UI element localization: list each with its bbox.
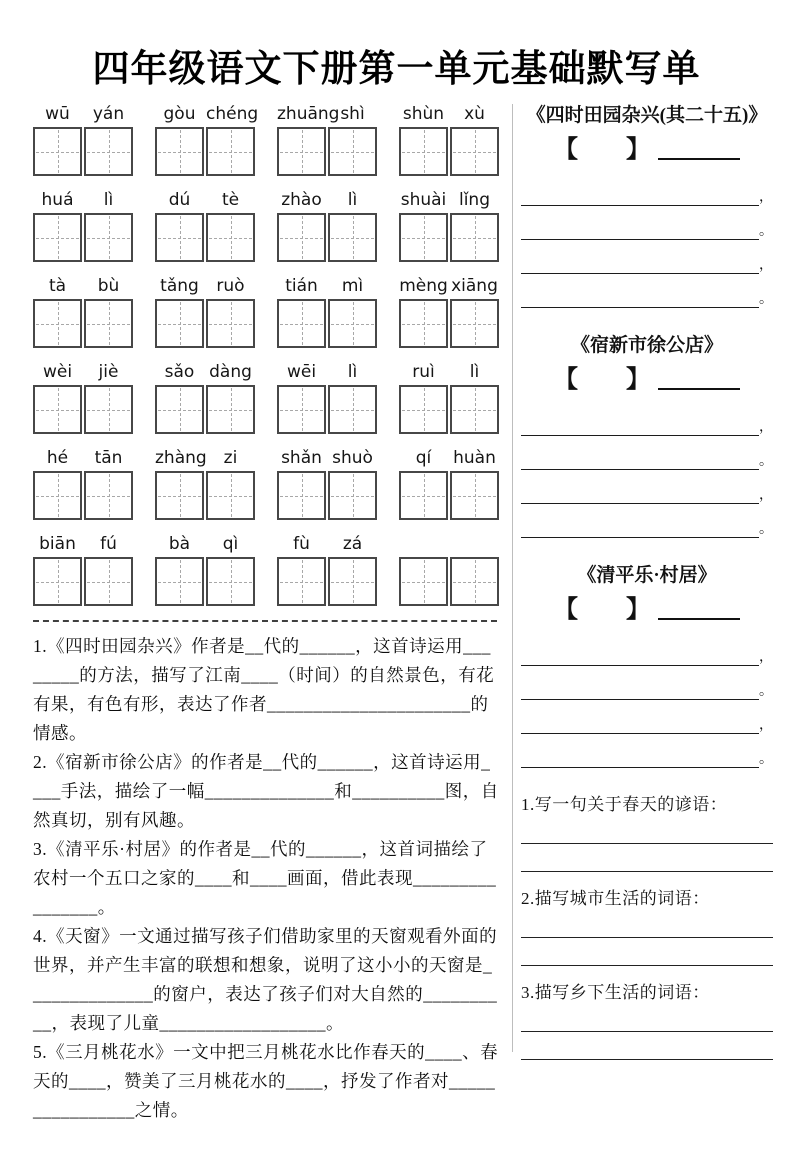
poem-dictation-sections [521, 104, 773, 768]
pinyin-cell [206, 276, 255, 348]
pinyin-cell [277, 448, 326, 520]
tianzige-writing-box [33, 299, 82, 348]
pinyin-cell [328, 362, 377, 434]
author-bracket-row [521, 134, 773, 164]
pinyin-label: tián [285, 276, 318, 296]
pinyin-label: chéng [206, 104, 259, 124]
poem-blank-line [521, 206, 773, 240]
pinyin-row [33, 362, 499, 434]
answer-line [521, 239, 759, 240]
pinyin-label: qí [415, 448, 432, 468]
pinyin-label: tǎng [160, 276, 199, 296]
poem-blank-line [521, 470, 773, 504]
tianzige-writing-box [328, 385, 377, 434]
tianzige-writing-box [277, 471, 326, 520]
poem-blank-line [521, 436, 773, 470]
word-group [33, 190, 133, 262]
answer-line [521, 503, 759, 504]
answer-line [521, 910, 773, 938]
pinyin-cell [33, 534, 82, 606]
answer-line [521, 733, 759, 734]
word-group [277, 104, 377, 176]
line-punctuation: ， [759, 488, 773, 503]
poem-blank-line [521, 172, 773, 206]
answer-line [521, 665, 759, 666]
tianzige-writing-box [206, 471, 255, 520]
pinyin-cell [399, 276, 448, 348]
answer-line [521, 767, 759, 768]
poem-blank-line [521, 700, 773, 734]
pinyin-cell [84, 534, 133, 606]
pinyin-cell [84, 362, 133, 434]
pinyin-label: lì [347, 362, 358, 382]
word-group [277, 534, 377, 606]
word-group [399, 534, 499, 606]
answer-line [521, 1004, 773, 1032]
line-punctuation: 。 [759, 292, 773, 307]
pinyin-label: fú [100, 534, 117, 554]
right-column [513, 104, 773, 1125]
pinyin-label: mì [341, 276, 364, 296]
word-group [277, 362, 377, 434]
poem-section [521, 104, 773, 308]
pinyin-label: shùn [402, 104, 445, 124]
word-group [33, 534, 133, 606]
tianzige-writing-box [155, 299, 204, 348]
pinyin-label: huá [41, 190, 74, 210]
word-group [399, 104, 499, 176]
pinyin-cell [277, 534, 326, 606]
pinyin-label: bù [97, 276, 120, 296]
pinyin-cell [328, 448, 377, 520]
pinyin-label: shì [340, 104, 365, 124]
word-group [155, 190, 255, 262]
pinyin-label: qì [222, 534, 239, 554]
poem-blank-line [521, 402, 773, 436]
content-columns [0, 104, 793, 1125]
author-bracket-row [521, 364, 773, 394]
pinyin-label: wū [45, 104, 70, 124]
pinyin-label: xù [464, 104, 485, 124]
word-group [155, 104, 259, 176]
pinyin-cell [277, 276, 326, 348]
tianzige-writing-box [84, 557, 133, 606]
tianzige-writing-box [33, 471, 82, 520]
pinyin-cell [399, 104, 448, 176]
tianzige-writing-box [399, 299, 448, 348]
pinyin-cell [450, 104, 499, 176]
pinyin-label: mèng [399, 276, 448, 296]
pinyin-cell [33, 448, 82, 520]
vocab-question [521, 982, 773, 1060]
tianzige-writing-box [84, 213, 133, 262]
dynasty-brackets: 【 】 [554, 137, 650, 163]
pinyin-label: bà [168, 534, 191, 554]
word-group [277, 276, 377, 348]
answer-line [521, 435, 759, 436]
tianzige-writing-box [450, 471, 499, 520]
answer-line [521, 273, 759, 274]
tianzige-writing-box [84, 127, 133, 176]
pinyin-label: sǎo [164, 362, 195, 382]
pinyin-label: zi [223, 448, 238, 468]
line-punctuation: ， [759, 190, 773, 205]
answer-line [521, 699, 759, 700]
tianzige-writing-box [399, 213, 448, 262]
poem-title: 《清平乐·村居》 [577, 565, 717, 586]
line-punctuation: 。 [759, 752, 773, 767]
pinyin-cell [33, 190, 82, 262]
pinyin-label: zá [342, 534, 363, 554]
tianzige-writing-box [206, 299, 255, 348]
answer-line [521, 816, 773, 844]
answer-line [521, 537, 759, 538]
tianzige-writing-box [155, 127, 204, 176]
line-punctuation: 。 [759, 224, 773, 239]
pinyin-cell [84, 448, 133, 520]
tianzige-writing-box [206, 213, 255, 262]
pinyin-row [33, 276, 499, 348]
pinyin-label [399, 534, 448, 557]
tianzige-writing-box [33, 127, 82, 176]
pinyin-label: wèi [42, 362, 73, 382]
poem-blank-line [521, 504, 773, 538]
comprehension-questions [33, 632, 499, 1125]
pinyin-cell [328, 276, 377, 348]
worksheet-page [0, 46, 793, 1168]
tianzige-writing-box [450, 127, 499, 176]
pinyin-label: zhuāng [277, 104, 340, 124]
pinyin-cell [33, 104, 82, 176]
tianzige-writing-box [84, 385, 133, 434]
question-label: 1.写一句关于春天的谚语： [521, 795, 728, 814]
pinyin-label: gòu [163, 104, 196, 124]
pinyin-cell [206, 104, 259, 176]
tianzige-writing-box [328, 299, 377, 348]
pinyin-cell [155, 534, 204, 606]
pinyin-cell [277, 190, 326, 262]
line-punctuation: ， [759, 718, 773, 733]
dashed-divider [33, 620, 497, 622]
pinyin-label: shuò [332, 448, 373, 468]
poem-section [521, 334, 773, 538]
pinyin-label: lì [103, 190, 114, 210]
pinyin-cell [399, 448, 448, 520]
tianzige-writing-box [399, 557, 448, 606]
word-group [155, 276, 255, 348]
pinyin-label: huàn [453, 448, 496, 468]
tianzige-writing-box [277, 213, 326, 262]
pinyin-label [450, 534, 499, 557]
word-group [155, 362, 255, 434]
answer-line [521, 469, 759, 470]
question-label: 3.描写乡下生活的词语： [521, 983, 710, 1002]
line-punctuation: ， [759, 420, 773, 435]
tianzige-writing-box [206, 385, 255, 434]
pinyin-label: xiāng [451, 276, 498, 296]
pinyin-cell [328, 104, 377, 176]
pinyin-cell [399, 534, 448, 606]
pinyin-label: ruì [412, 362, 435, 382]
tianzige-writing-box [277, 299, 326, 348]
tianzige-writing-box [328, 471, 377, 520]
pinyin-cell [155, 362, 204, 434]
pinyin-label: yán [92, 104, 125, 124]
pinyin-cell [206, 534, 255, 606]
poem-blank-line [521, 666, 773, 700]
poem-title: 《宿新市徐公店》 [570, 335, 723, 356]
word-group [399, 448, 499, 520]
tianzige-writing-box [84, 299, 133, 348]
comprehension-question: 2.《宿新市徐公店》的作者是__代的______，这首诗运用____手法，描绘了一幅______________和__________图，自然真切，别有风趣。 [33, 752, 499, 830]
comprehension-question: 1.《四时田园杂兴》作者是__代的______，这首诗运用________的方法，描写了江南____（时间）的自然景色，有花有果，有色有形，表达了作者______________________的情感。 [33, 636, 495, 743]
tianzige-writing-box [155, 557, 204, 606]
pinyin-label: tà [48, 276, 67, 296]
vocab-question [521, 794, 773, 872]
tianzige-writing-box [206, 557, 255, 606]
tianzige-writing-box [155, 385, 204, 434]
pinyin-label: ruò [216, 276, 245, 296]
vocab-question [521, 888, 773, 966]
tianzige-writing-box [450, 213, 499, 262]
pinyin-cell [155, 276, 204, 348]
tianzige-writing-box [33, 557, 82, 606]
tianzige-writing-box [328, 213, 377, 262]
tianzige-writing-box [450, 385, 499, 434]
pinyin-label: wēi [286, 362, 317, 382]
tianzige-writing-box [277, 127, 326, 176]
tianzige-writing-box [399, 471, 448, 520]
comprehension-question: 4.《天窗》一文通过描写孩子们借助家里的天窗观看外面的世界，并产生丰富的联想和想象，说明了这小小的天窗是______________的窗户，表达了孩子们对大自然的__________，表现了儿童__________________。 [33, 926, 498, 1033]
pinyin-label: lì [469, 362, 480, 382]
question-label: 2.描写城市生活的词语： [521, 889, 710, 908]
line-punctuation: 。 [759, 684, 773, 699]
tianzige-writing-box [155, 213, 204, 262]
answer-line [521, 1032, 773, 1060]
author-blank-line [658, 618, 740, 620]
word-group [33, 104, 133, 176]
tianzige-writing-box [84, 471, 133, 520]
answer-line [521, 307, 759, 308]
tianzige-writing-box [155, 471, 204, 520]
vocabulary-questions [521, 794, 773, 1060]
pinyin-cell [206, 448, 255, 520]
pinyin-label: lì [347, 190, 358, 210]
word-group [277, 190, 377, 262]
pinyin-label: hé [46, 448, 69, 468]
author-bracket-row [521, 594, 773, 624]
pinyin-label: jiè [98, 362, 119, 382]
tianzige-writing-box [450, 557, 499, 606]
word-group [33, 362, 133, 434]
left-column [33, 104, 499, 1125]
pinyin-label: dú [168, 190, 191, 210]
dynasty-brackets: 【 】 [554, 597, 650, 623]
tianzige-writing-box [33, 213, 82, 262]
pinyin-cell [84, 276, 133, 348]
word-group [399, 362, 499, 434]
line-punctuation: ， [759, 258, 773, 273]
pinyin-cell [33, 276, 82, 348]
pinyin-label: lǐng [458, 190, 490, 210]
comprehension-question: 5.《三月桃花水》一文中把三月桃花水比作春天的____、春天的____，赞美了三月桃花水的____，抒发了作者对________________之情。 [33, 1042, 499, 1120]
pinyin-label: shuài [400, 190, 447, 210]
answer-line [521, 844, 773, 872]
comprehension-question: 3.《清平乐·村居》的作者是__代的______，这首词描绘了农村一个五口之家的____和____画面，借此表现________________。 [33, 839, 497, 917]
tianzige-writing-box [328, 127, 377, 176]
word-group [277, 448, 377, 520]
pinyin-cell [84, 104, 133, 176]
pinyin-label: biān [39, 534, 76, 554]
answer-line [521, 938, 773, 966]
word-group [399, 190, 499, 262]
tianzige-writing-box [277, 385, 326, 434]
tianzige-writing-box [328, 557, 377, 606]
pinyin-cell [84, 190, 133, 262]
line-punctuation: 。 [759, 454, 773, 469]
pinyin-cell [399, 362, 448, 434]
poem-section [521, 564, 773, 768]
pinyin-cell [206, 190, 255, 262]
poem-title: 《四时田园杂兴(其二十五)》 [526, 105, 768, 126]
dynasty-brackets: 【 】 [554, 367, 650, 393]
pinyin-cell [328, 190, 377, 262]
pinyin-row [33, 104, 499, 176]
answer-line [521, 205, 759, 206]
pinyin-cell [450, 190, 499, 262]
tianzige-writing-box [277, 557, 326, 606]
pinyin-cell [450, 448, 499, 520]
pinyin-cell [155, 448, 207, 520]
tianzige-writing-box [450, 299, 499, 348]
author-blank-line [658, 158, 740, 160]
pinyin-label: tān [94, 448, 123, 468]
pinyin-cell [328, 534, 377, 606]
word-group [155, 448, 255, 520]
poem-blank-line [521, 632, 773, 666]
pinyin-label: dàng [209, 362, 252, 382]
pinyin-cell [155, 190, 204, 262]
pinyin-cell [450, 362, 499, 434]
pinyin-label: fù [293, 534, 310, 554]
pinyin-label: tè [221, 190, 240, 210]
author-blank-line [658, 388, 740, 390]
tianzige-writing-box [399, 127, 448, 176]
word-group [155, 534, 255, 606]
pinyin-grid [33, 104, 499, 606]
pinyin-cell [277, 362, 326, 434]
pinyin-cell [206, 362, 255, 434]
pinyin-cell [450, 534, 499, 606]
pinyin-cell [155, 104, 204, 176]
pinyin-cell [450, 276, 499, 348]
tianzige-writing-box [206, 127, 255, 176]
word-group [399, 276, 499, 348]
poem-blank-line [521, 240, 773, 274]
pinyin-label: shǎn [281, 448, 322, 468]
page-title: 四年级语文下册第一单元基础默写单 [92, 49, 701, 90]
pinyin-row [33, 534, 499, 606]
tianzige-writing-box [33, 385, 82, 434]
pinyin-label: zhào [281, 190, 322, 210]
line-punctuation: 。 [759, 522, 773, 537]
line-punctuation: ， [759, 650, 773, 665]
pinyin-cell [399, 190, 448, 262]
word-group [33, 276, 133, 348]
pinyin-label: zhàng [155, 448, 207, 468]
poem-blank-line [521, 274, 773, 308]
word-group [33, 448, 133, 520]
tianzige-writing-box [399, 385, 448, 434]
pinyin-cell [277, 104, 340, 176]
poem-blank-line [521, 734, 773, 768]
pinyin-cell [33, 362, 82, 434]
pinyin-row [33, 190, 499, 262]
pinyin-row [33, 448, 499, 520]
